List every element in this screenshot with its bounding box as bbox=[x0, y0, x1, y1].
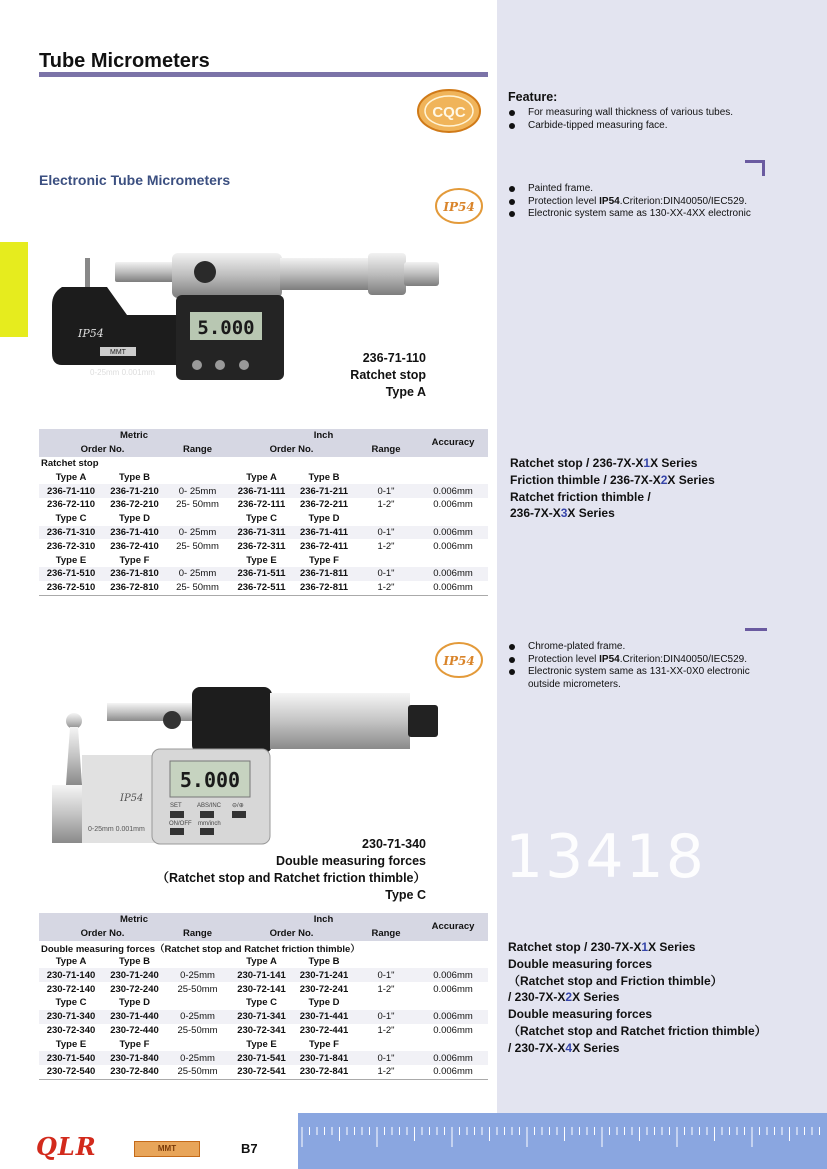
table-header-row: Order No. Range Order No. Range bbox=[39, 443, 488, 457]
feature-title: Feature: bbox=[508, 90, 558, 104]
table-section-row: Double measuring forces（Ratchet stop and Ratchet friction thimble） bbox=[41, 943, 360, 955]
list-item: outside micrometers. bbox=[528, 678, 621, 690]
series-line: 236-7X-X3X Series bbox=[510, 506, 615, 521]
product1-model: 236-71-110 bbox=[362, 351, 426, 365]
spec-table-1 bbox=[39, 429, 488, 596]
table-row: 236-72-110 236-72-210 25- 50mm 236-72-111 236-72-211 1-2" 0.006mm bbox=[46, 499, 473, 511]
corner-mark bbox=[745, 160, 765, 176]
series-line: / 230-7X-X2X Series bbox=[508, 990, 620, 1005]
watermark: 13418 bbox=[505, 822, 706, 892]
table-row: 230-71-340 230-71-440 0-25mm 230-71-341 230-71-441 0-1" 0.006mm bbox=[39, 1010, 488, 1024]
list-item: Protection level IP54.Criterion:DIN40050/IEC529. bbox=[508, 196, 751, 209]
page-title: Tube Micrometers bbox=[39, 50, 210, 72]
product1-caption bbox=[300, 350, 426, 401]
cqc-seal-logo bbox=[416, 88, 482, 134]
svg-text:0-25mm 0.001mm: 0-25mm 0.001mm bbox=[88, 826, 145, 833]
svg-text:0-25mm 0.001mm: 0-25mm 0.001mm bbox=[90, 368, 155, 377]
svg-text:IP54: IP54 bbox=[120, 793, 144, 804]
series-line: （Ratchet stop and Friction thimble） bbox=[508, 973, 723, 988]
list-item: Electronic system same as 131-XX-0X0 electronic bbox=[508, 666, 750, 679]
table-type-row: Type A Type B Type A Type B bbox=[55, 471, 340, 483]
table-row: 230-72-340 230-72-440 25-50mm 230-72-341 230-72-441 1-2" 0.006mm bbox=[46, 1024, 473, 1036]
table-header-row: Metric Inch Accuracy bbox=[39, 913, 488, 927]
series-line: Double measuring forces bbox=[508, 956, 653, 971]
series-list-2 bbox=[508, 939, 767, 1057]
title-rule bbox=[39, 72, 488, 77]
series-line: Ratchet stop / 236-7X-X1X Series bbox=[510, 456, 698, 470]
table-row: 236-71-510 236-71-810 0- 25mm 236-71-511 236-71-811 0-1" 0.006mm bbox=[39, 567, 488, 581]
tube-micrometer-image-2 bbox=[52, 685, 452, 845]
spec-table-2 bbox=[39, 913, 488, 1080]
table-header-row: Order No. Range Order No. Range bbox=[39, 927, 488, 941]
svg-text:ABS/INC: ABS/INC bbox=[197, 803, 222, 809]
table-row: 236-72-510 236-72-810 25- 50mm 236-72-511 236-72-811 1-2" 0.006mm bbox=[39, 581, 488, 595]
list-item: Electronic system same as 130-XX-4XX electronic bbox=[508, 208, 751, 221]
series-line: Double measuring forces bbox=[508, 1007, 653, 1022]
table-header-row: Metric Inch Accuracy bbox=[39, 429, 488, 443]
svg-text:MMT: MMT bbox=[110, 349, 126, 356]
product2-stop: Double measuring forces bbox=[275, 854, 426, 868]
table-row: 230-72-540 230-72-840 25-50mm 230-72-541 230-72-841 1-2" 0.006mm bbox=[39, 1065, 488, 1079]
section-title: Electronic Tube Micrometers bbox=[39, 171, 231, 188]
svg-text:⊖/⊕: ⊖/⊕ bbox=[232, 803, 244, 809]
series-line: Ratchet friction thimble / bbox=[510, 489, 651, 504]
table-row: 236-72-310 236-72-410 25- 50mm 236-72-311 236-72-411 1-2" 0.006mm bbox=[46, 540, 473, 552]
feature-list bbox=[508, 107, 733, 132]
ip54-badge-icon bbox=[434, 186, 484, 226]
table-section-row: Ratchet stop bbox=[41, 457, 99, 469]
table-row: 230-72-140 230-72-240 25-50mm 230-72-141 230-72-241 1-2" 0.006mm bbox=[46, 983, 473, 995]
svg-text:IP54: IP54 bbox=[443, 654, 475, 668]
series-line: Friction thimble / 236-7X-X2X Series bbox=[510, 472, 715, 487]
svg-text:5.000: 5.000 bbox=[197, 317, 255, 339]
table-type-row: Type C Type D Type C Type D bbox=[55, 997, 340, 1009]
product1-notes bbox=[508, 183, 751, 221]
series-line: Ratchet stop / 230-7X-X1X Series bbox=[508, 940, 696, 954]
list-item: Carbide-tipped measuring face. bbox=[508, 120, 733, 133]
svg-text:5.000: 5.000 bbox=[179, 768, 241, 792]
dash-mark bbox=[745, 628, 767, 631]
product2-model: 230-71-340 bbox=[362, 837, 426, 851]
qlr-logo: QLR bbox=[36, 1132, 97, 1161]
svg-text:SET: SET bbox=[170, 803, 182, 809]
list-item: Painted frame. bbox=[508, 183, 751, 196]
svg-text:ON/OFF: ON/OFF bbox=[169, 821, 192, 827]
product2-caption bbox=[150, 836, 426, 904]
svg-text:mm/inch: mm/inch bbox=[198, 821, 221, 827]
ruler-graphic bbox=[298, 1113, 827, 1169]
table-type-row: Type A Type B Type A Type B bbox=[55, 955, 340, 967]
table-row: 236-71-110 236-71-210 0- 25mm 236-71-111 236-71-211 0-1" 0.006mm bbox=[39, 484, 488, 498]
series-list-1 bbox=[510, 455, 715, 522]
product2-type: Type C bbox=[385, 888, 426, 902]
table-row: 230-71-140 230-71-240 0-25mm 230-71-141 230-71-241 0-1" 0.006mm bbox=[39, 968, 488, 982]
product1-stop: Ratchet stop bbox=[350, 368, 426, 382]
table-type-row: Type E Type F Type E Type F bbox=[55, 1038, 339, 1050]
series-line: / 230-7X-X4X Series bbox=[508, 1040, 620, 1055]
product1-type: Type A bbox=[385, 385, 426, 399]
list-item: Protection level IP54.Criterion:DIN40050/IEC529. bbox=[508, 654, 750, 667]
ip54-badge-icon bbox=[434, 640, 484, 680]
svg-text:IP54: IP54 bbox=[78, 327, 104, 340]
table-row: 230-71-540 230-71-840 0-25mm 230-71-541 230-71-841 0-1" 0.006mm bbox=[39, 1051, 488, 1065]
series-line: （Ratchet stop and Ratchet friction thimble） bbox=[508, 1023, 767, 1038]
list-item: For measuring wall thickness of various tubes. bbox=[508, 107, 733, 120]
section-tab bbox=[0, 242, 28, 337]
list-item: Chrome-plated frame. bbox=[508, 641, 750, 654]
cqc-text: CQC bbox=[432, 104, 466, 121]
svg-text:IP54: IP54 bbox=[443, 200, 475, 214]
mmt-logo: MMT bbox=[134, 1141, 200, 1157]
table-type-row: Type C Type D Type C Type D bbox=[55, 513, 340, 525]
table-row: 236-71-310 236-71-410 0- 25mm 236-71-311 236-71-411 0-1" 0.006mm bbox=[39, 526, 488, 540]
product2-stop-detail: （Ratchet stop and Ratchet friction thimble） bbox=[156, 871, 426, 885]
product2-notes bbox=[508, 641, 750, 691]
page-number: B7 bbox=[241, 1141, 258, 1156]
table-type-row: Type E Type F Type E Type F bbox=[55, 554, 339, 566]
